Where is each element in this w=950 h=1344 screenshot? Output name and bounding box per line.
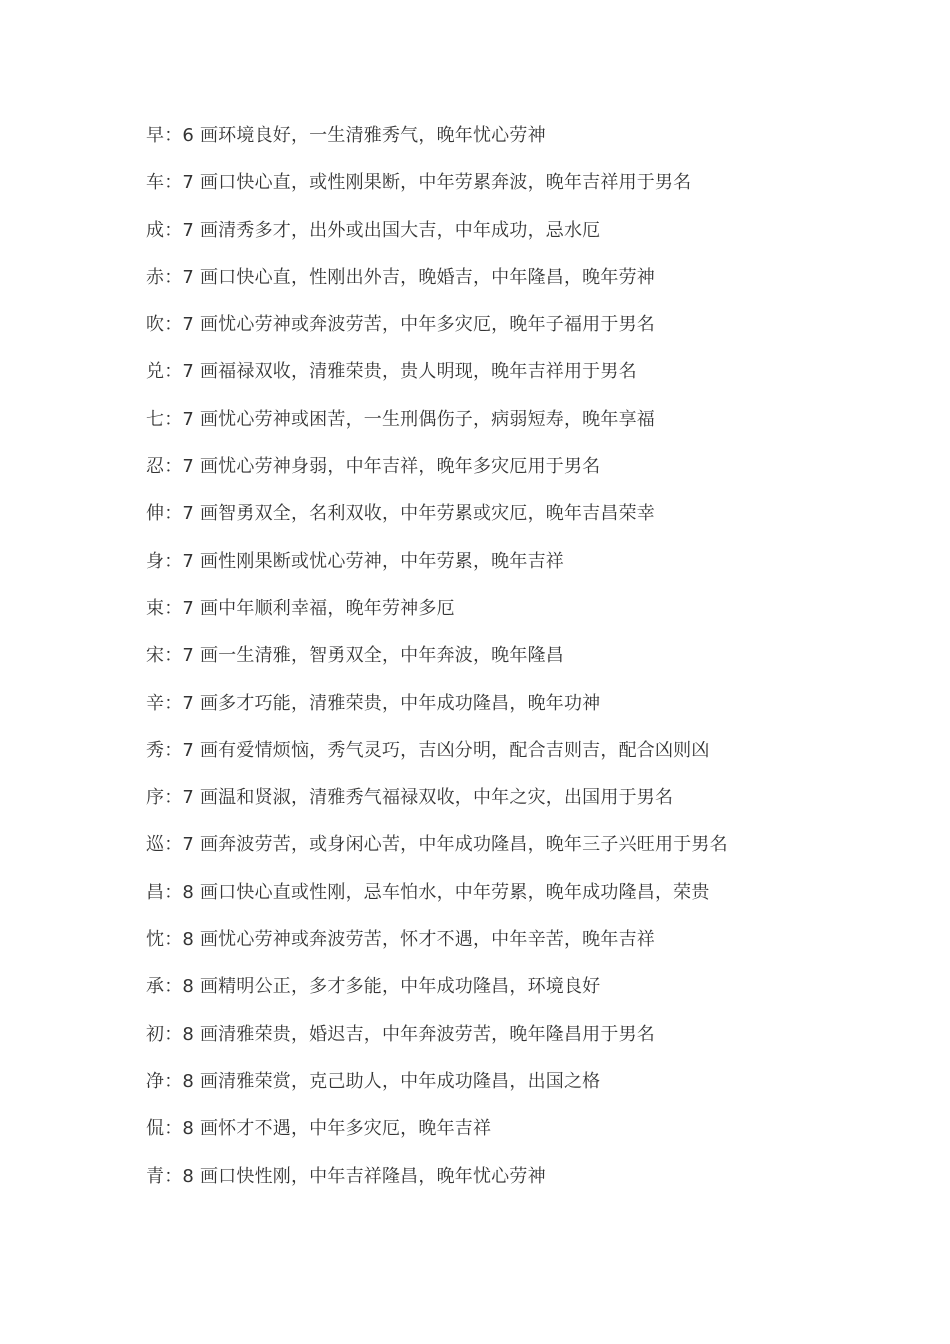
list-item: 青：8 画口快性刚，中年吉祥隆昌，晚年忧心劳神 (146, 1165, 546, 1187)
list-item: 吹：7 画忧心劳神或奔波劳苦，中年多灾厄，晚年子福用于男名 (146, 314, 655, 336)
name-character-list (146, 120, 906, 1208)
list-item: 赤：7 画口快心直，性刚出外吉，晚婚吉，中年隆昌，晚年劳神 (146, 266, 655, 288)
list-item: 伸：7 画智勇双全，名利双收，中年劳累或灾厄，晚年吉昌荣幸 (146, 503, 655, 525)
list-item: 忱：8 画忧心劳神或奔波劳苦，怀才不遇，中年辛苦，晚年吉祥 (146, 929, 655, 951)
list-item: 忍：7 画忧心劳神身弱，中年吉祥，晚年多灾厄用于男名 (146, 456, 601, 478)
list-item: 宋：7 画一生清雅，智勇双全，中年奔波，晚年隆昌 (146, 645, 564, 667)
list-item: 辛：7 画多才巧能，清雅荣贵，中年成功隆昌，晚年功神 (146, 692, 601, 714)
list-item: 成：7 画清秀多才，出外或出国大吉，中年成功，忌水厄 (146, 219, 601, 241)
list-item: 巡：7 画奔波劳苦，或身闲心苦，中年成功隆昌，晚年三子兴旺用于男名 (146, 834, 728, 856)
list-item: 秀：7 画有爱情烦恼，秀气灵巧，吉凶分明，配合吉则吉，配合凶则凶 (146, 739, 710, 761)
list-item: 净：8 画清雅荣赏，克己助人，中年成功隆昌，出国之格 (146, 1070, 601, 1092)
list-item: 七：7 画忧心劳神或困苦，一生刑偶伤子，病弱短寿，晚年享福 (146, 408, 655, 430)
list-item: 早：6 画环境良好，一生清雅秀气，晚年忧心劳神 (146, 125, 546, 146)
list-item: 车：7 画口快心直，或性刚果断，中年劳累奔波，晚年吉祥用于男名 (146, 172, 692, 194)
list-item: 侃：8 画怀才不遇，中年多灾厄，晚年吉祥 (146, 1118, 492, 1140)
list-item: 初：8 画清雅荣贵，婚迟吉，中年奔波劳苦，晚年隆昌用于男名 (146, 1023, 655, 1045)
list-item: 承：8 画精明公正，多才多能，中年成功隆昌，环境良好 (146, 976, 601, 998)
list-item: 兑：7 画福禄双收，清雅荣贵，贵人明现，晚年吉祥用于男名 (146, 361, 637, 383)
list-item: 昌：8 画口快心直或性刚，忌车怕水，中年劳累，晚年成功隆昌，荣贵 (146, 881, 710, 903)
list-item: 束：7 画中年顺利幸福，晚年劳神多厄 (146, 597, 455, 619)
list-item: 身：7 画性刚果断或忧心劳神，中年劳累，晚年吉祥 (146, 550, 564, 572)
list-item: 序：7 画温和贤淑，清雅秀气福禄双收，中年之灾，出国用于男名 (146, 787, 674, 809)
